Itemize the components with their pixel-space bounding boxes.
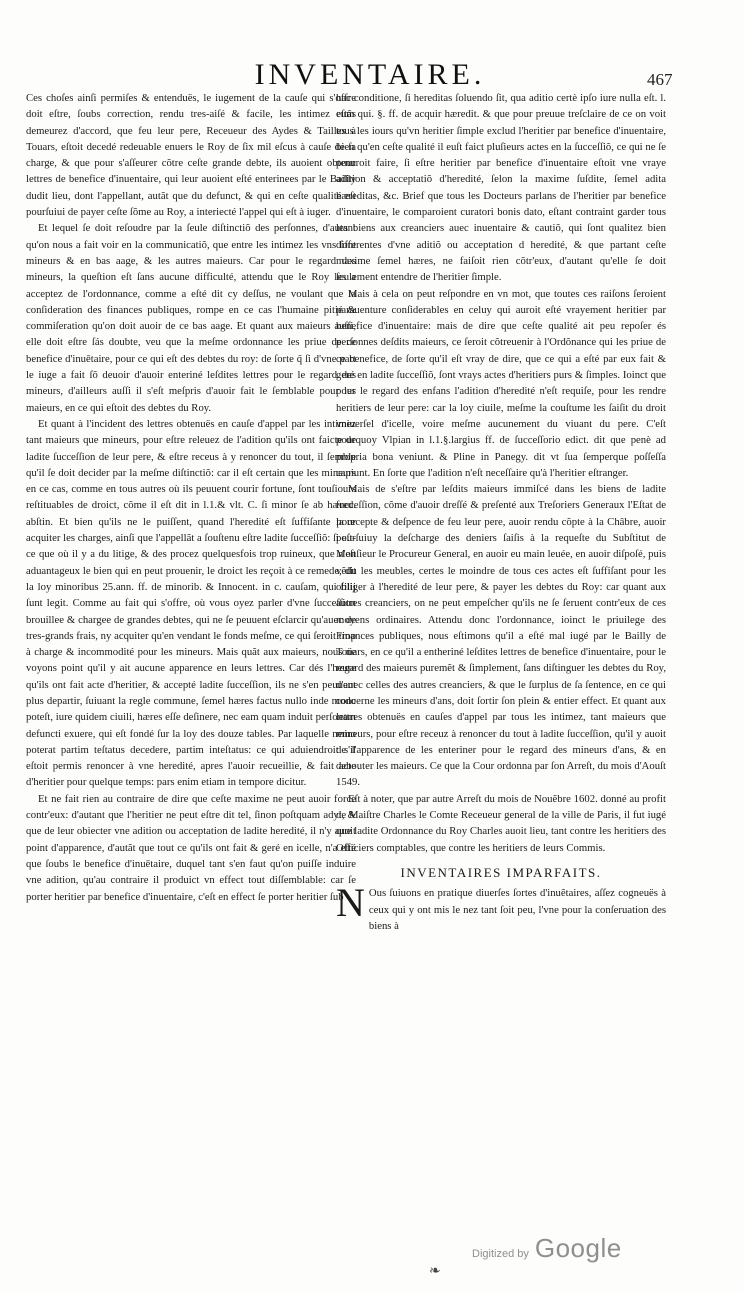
- paragraph: Mais de s'eſtre par leſdits maieurs immiſcé dans les biens de ladite ſucceſſion, cõme d'auoir dreſſé & preſenté aux Treſoriers Generaux l'Eſtat de la recepte & deſpence de feu leur pere, auoir rendu cõpte à la Châbre, auoir pourſuiuy la deſcharge des deniers ſaiſis à la requeſte du Subſtitut de Monſieur le Procureur General, en auoir eu main leuée, en auoir diſpoſé, puis vẽdu les meubles, certes le moindre de tous ces actes eſt ſuffiſant pour les obliger à l'heredité de leur pere, & payer les debtes du Roy: car quant aux autres creanciers, on ne peut empeſcher qu'ils ne ſe ſeruent contr'eux de ces moyens ordinaires. Attendu donc l'ordonnance, ioinct le priuilege des Finances publiques, nous eſtimons qu'il a eſté mal iugé par le Bailly de Toüars, en ce qu'il a entheriné leſdites lettres de benefice d'inuentaire, pour le regard des maieurs puremẽt & ſimplement, ſans diſtinguer les debtes du Roy, d'auec celles des autres creanciers, & que le ſurplus de ſa ſentence, en ce qui concerne les mineurs d'ans, doit ſortir ſon plein & entier effect. Et quant aux lettres obtenuës en cauſes d'appel par tous les intimez, tant maieurs que mineurs, pour eſtre receuz à renoncer du tout à ladite ſucceſſion, qu'il y auoit de l'apparence de les enteriner pour le regard des mineurs d'ans, & en debouter les maieurs. Ce que la Cour ordonna par ſon Arreſt, du mois d'Aouſt 1549.: [336, 483, 666, 789]
- paragraph: Eſt à noter, que par autre Arreſt du mois de Nouẽbre 1602. donné au profit de Maiſtre Charles le Comte Receueur general de la ville de Paris, il fut iugé que ladite Ordonnance du Roy Charles auoit lieu, tant contre les heritiers des Officiers comptables, que contre les heritiers de leurs Commis.: [336, 792, 666, 854]
- paragraph: [336, 880, 666, 934]
- section-heading: INVENTAIRES IMPARFAITS.: [400, 864, 602, 880]
- paragraph: Et lequel ſe doit reſoudre par la ſeule diſtinctiõ des perſonnes, d'autant qu'on nous a fait voir en la communicatiõ, que entre les intimez les vns ſont mineurs & en bas aage, & les autres maieurs. Car pour le regard des mineurs, la queſtion eſt ſans aucune difficulté, attendu que le Roy les a acceptez de l'ordonnance, comme a eſté dit cy deſſus, ne voulant que la conſideration des finances publiques, rompe en ce cas l'humaine pitié & commiſeration qu'on doit auoir de ce bas aage. Et quant aux maieurs auſſi, elle doit eſtre ſás doubte, veu que la meſme ordonnance les priue de ce benefice d'inuētaire, pour ce qui eſt des debtes du roy: de ſorte q̃ ſi d'vne part le iuge a fait ſõ deuoir d'auoir enteriné leſdites lettres pour le regard des mineurs, d'ailleurs auſſi il s'eſt meſpris d'auoir fait le ſemblable pour les maieurs, en ce qui eſtoit des debtes du Roy.: [26, 222, 356, 414]
- google-logo: Google: [534, 1233, 622, 1263]
- paragraph-text: Ous ſuiuons en pratique diuerſes ſortes d'inuẽtaires, aſſez cogneuës à ceux qui y ont mis le nez tant ſoit peu, l'vne pour la conſeruation des biens à: [368, 887, 666, 932]
- left-column: [26, 90, 356, 905]
- page-number: 467: [647, 70, 673, 89]
- paragraph: Et ne fait rien au contraire de dire que ceſte maxime ne peut auoir force contr'eux: d'autant que l'heritier ne peut eſtre dit tel, ſinon poſtquam adyt, & que de leur obiecter vne adition ou acceptation de ladite heredité, il n'y auoit point d'apparence, d'autãt que tout ce qu'ils ont fait & geré en icelle, n'a eſté que ſoubs le benefice d'inuētaire, duquel tant s'en faut qu'on puiſſe induire vne adition, qu'au contraire il produict vn effect tout diſſemblable: car ſe porter heritier par benefice d'inuentaire, c'eſt en effect ſe porter heritier ſub: [26, 792, 356, 903]
- digitized-watermark: [472, 1233, 622, 1264]
- fleuron-ornament: ❧: [429, 1263, 441, 1279]
- paragraph: Mais à cela on peut reſpondre en vn mot, que toutes ces raiſons ſeroient parauenture conſiderables en celuy qui auroit eſté vrayement heritier par benefice d'inuentaire: mais de dire que ceſte qualité ait peu repoſer és perſonnes deſdits maieurs, ce ſeroit cõtreuenir à l'Ordõnance qui les priue de ce benefice, de ſorte qu'il eſt vray de dire, que ce qui a eſté par eux fait & geré en ladite ſucceſſiõ, ſont vrays actes d'heritiers purs & ſimples. Ioinct que pour le regard des enfans l'adition d'heredité n'eſt requiſe, pour les rendre heritiers de leur pere: car la loy ciuile, meſme la couſtume les ſaiſit du droit vniuerſel d'icelle, voire meſme aucunement du viuant du pere. C'eſt pourquoy Vlpian in l.1.§.largius ff. de ſucceſſorio edict. dit que penè ad propria bona veniunt. & Pline in Panegy. dit vt ſua ſemperque poſſeſſa capiunt. En ſorte que l'adition n'eſt neceſſaire qu'à l'heritier eſtranger.: [336, 287, 666, 479]
- right-column: [336, 90, 666, 934]
- watermark-prefix: Digitized by: [472, 1248, 529, 1260]
- paragraph: hac conditione, ſi hereditas ſoluendo ſit, qua aditio certè ipſo iure nulla eſt. l. eum qui. §. ff. de acquir hæredit. & que pour preuue treſclaire de ce on voit tous les iours qu'vn heritier ſimple exclud l'heritier par benefice d'inuentaire, bien qu'en ceſte qualité il euſt faict pluſieurs actes en la ſucceſſiõ, ce qui ne ſe pourroit faire, ſi eſtre heritier par benefice d'inuentaire eſtoit vne vraye adition & acceptatiõ d'heredité, ſelon la maxime ſuſdite, ſemel adita hæreditas, &c. Brief que tous les Docteurs parlans de l'heritier par benefice d'inuentaire, le comparoient curatori bonis dato, eſtant contraint garder tous les biens aux creanciers auec inuentaire & cautiõ, qui ſont qualitez bien differentes d'vne aditiõ ou acceptation d heredité, & que partant ceſte maxime ſemel hæres, ne faiſoit rien cõtr'eux, d'autant qu'elle ſe doit ſeulement entendre de l'heritier ſimple.: [336, 92, 666, 284]
- paragraph: Ces choſes ainſi permiſes & entenduës, le iugement de la cauſe qui s'offre doit eſtre, ſoubs correction, rendu tres-aiſé & facile, les intimez eſtâs demeurez d'accord, que feu leur pere, Receueur des Aydes & Tailles à Touars, eſtoit decedé redeuable enuers le Roy de ſix mil eſcus à cauſe de ſa charge, & que pour s'aſſeurer cõtre ceſte grande debte, ils auoient obtenu lettres de benefice d'inuentaire, qui leur auoient eſté enterinees par le Bailly dudit lieu, dont l'appellant, autãt que du defunct, & qui en ceſte qualité eſt pourſuiui de payer ceſte ſõme au Roy, a interiecté l'appel qui eſt à iuger.: [26, 92, 356, 219]
- drop-cap: N: [336, 880, 365, 926]
- running-head: INVENTAIRE.: [254, 58, 486, 91]
- paragraph: Et quant à l'incident des lettres obtenuës en cauſe d'appel par les intimez tant maieurs que mineurs, pour eſtre releuez de l'adition qu'ils ont faicte de ladite ſucceſſion de leur pere, & eſtre receus à y renoncer du tout, il ſemble qu'il ſe doit decider par la meſme diſtinctiõ: car il eſt certain que les mineurs en ce cas, comme en tous autres où ils peuuent courir fortune, ſont touſiours reſtituables de droict, cõme il eſt dit in l.1.& vlt. C. ſi minor ſe ab hæred. abſtin. Et bien qu'ils ne le puiſſent, quand l'heredité eſt ſuffiſante pour acquiter les charges, ainſi que l'appellãt a ſouſtenu eſtre ladite ſucceſſiõ: ſi eſt-ce que où il y a du litige, & des procez quelquesfois trop ruineux, que n'eſt aduantageux le bien qui en peut prouenir, le droict les reçoit à ce remede, dit la loy minoribus 25.ann. ff. de minorib. & Innocent. in c. cauſam, qui filij ſunt legit. Comme au fait qui s'offre, où vous oyez parler d'vne ſucceſſion brouillee & chargee de grandes debtes, qui ne ſe peuuent eſclarcir qu'auec de tres-grands frais, ny acquiter qu'en vendant le fonds meſme, ce qui ſeroit trop à charge & incommodité pour les mineurs. Mais quãt aux maieurs, nous ne voyons point qu'il y ait aucune apparence en leurs lettres. Car dés l'heure qu'ils ont fait acte d'heritier, & accepté ladite ſucceſſion, ils ne s'en peuuent plus departir, ſuiuant la regle commune, ſemel hæres factus nullo inde modo poteſt, iure quidem ciuili, hæres eſſe deſinere, nec eam quam induit perſonam defuncti exuere, qui eſt fondé ſur la loy des douze tables. Par laquelle nemo poterat partim teſtatus decedere, partim inteſtatus: ce qui aduiendroit s'il eſtoit permis renoncer à vne heredité, apres l'auoir recueillie, & fait acte d'heritier pour quelque temps: pars enim etiam in tempore dicitur.: [26, 417, 356, 789]
